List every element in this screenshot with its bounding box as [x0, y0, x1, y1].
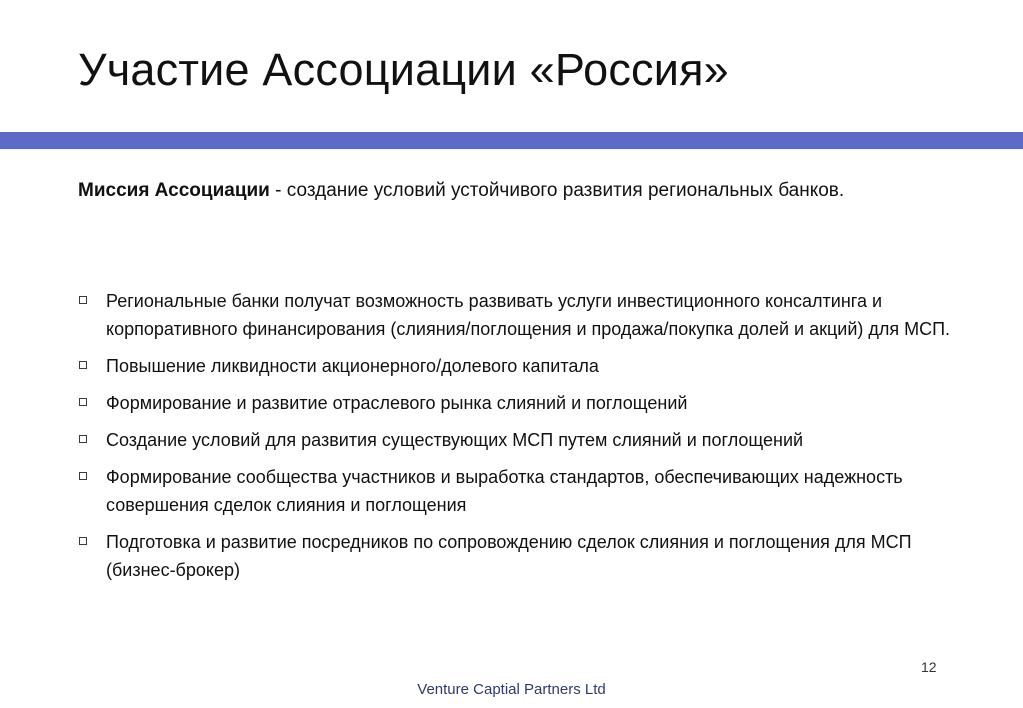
bullet-text: Формирование сообщества участников и выработка стандартов, обеспечивающих надежность совершения сделок слияния и поглощения: [106, 467, 903, 515]
bullet-text: Повышение ликвидности акционерного/долевого капитала: [106, 356, 599, 376]
bullet-item: [78, 352, 958, 380]
hollow-square-icon: [79, 296, 87, 304]
bullet-item: [78, 426, 958, 454]
mission-text: - создание условий устойчивого развития региональных банков.: [269, 180, 845, 201]
bullet-item: [78, 287, 958, 343]
bullet-text: Формирование и развитие отраслевого рынка слияний и поглощений: [106, 393, 688, 413]
bullet-text: Региональные банки получат возможность развивать услуги инвестиционного консалтинга и корпоративного финансирования (слияния/поглощения и продажа/покупка долей и акций) для МСП.: [106, 291, 951, 339]
hollow-square-icon: [79, 472, 87, 480]
title-divider-bar: [0, 132, 1023, 149]
hollow-square-icon: [79, 435, 87, 443]
mission-label: Миссия Ассоциации: [78, 180, 270, 201]
page-number: 12: [921, 659, 937, 675]
bullet-item: [78, 389, 958, 417]
bullet-list: [78, 287, 958, 593]
bullet-text: Создание условий для развития существующих МСП путем слияний и поглощений: [106, 430, 804, 450]
footer-company-name: Venture Captial Partners Ltd: [417, 681, 606, 698]
hollow-square-icon: [79, 537, 87, 545]
bullet-item: [78, 528, 958, 584]
bullet-text: Подготовка и развитие посредников по сопровождению сделок слияния и поглощения для МСП (бизнес-брокер): [106, 532, 912, 580]
hollow-square-icon: [79, 361, 87, 369]
slide-title: Участие Ассоциации «Россия»: [78, 44, 729, 95]
hollow-square-icon: [79, 398, 87, 406]
bullet-item: [78, 463, 958, 519]
mission-statement: [78, 176, 958, 205]
